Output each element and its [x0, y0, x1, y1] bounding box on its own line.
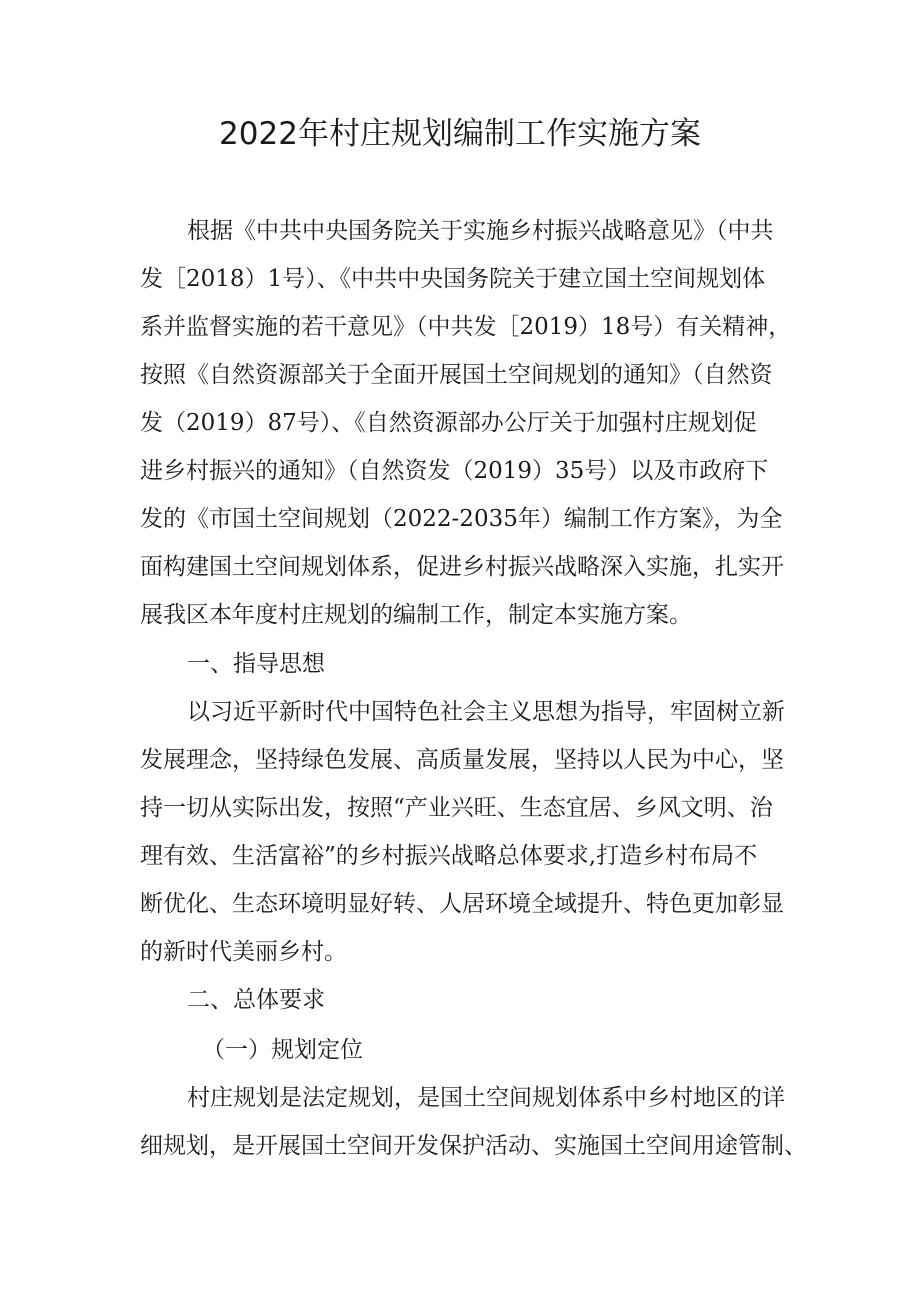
- paragraph-line: 展我区本年度村庄规划的编制工作，制定本实施方案。: [140, 602, 692, 628]
- paragraph-line: 以习近平新时代中国特色社会主义思想为指导，牢固树立新: [187, 699, 785, 725]
- paragraph-line: 按照《自然资源部关于全面开展国土空间规划的通知》（自然资: [140, 362, 773, 388]
- paragraph-line: 村庄规划是法定规划，是国土空间规划体系中乡村地区的详: [187, 1085, 785, 1111]
- paragraph-line: 细规划，是开展国土空间开发保护活动、实施国土空间用途管制、: [140, 1133, 807, 1159]
- paragraph-line: 进乡村振兴的通知》（自然资发（2019）35号）以及市政府下: [140, 458, 769, 484]
- paragraph-line: 发［2018）1号）、《中共中央国务院关于建立国土空间规划体: [140, 266, 766, 292]
- document-title: 2022年村庄规划编制工作实施方案: [219, 116, 701, 152]
- paragraph-line: 理有效、生活富裕”的乡村振兴战略总体要求,打造乡村布局不: [140, 843, 758, 869]
- paragraph-line: 的新时代美丽乡村。: [140, 939, 347, 965]
- paragraph-line: 系并监督实施的若干意见》（中共发［2019）18号）有关精神，: [140, 314, 792, 340]
- section-heading: 一、指导思想: [187, 651, 325, 677]
- paragraph-line: 持一切从实际出发，按照“产业兴旺、生态宜居、乡风文明、治: [140, 795, 773, 821]
- paragraph-line: 发（2019）87号）、《自然资源部办公厅关于加强村庄规划促: [140, 410, 757, 436]
- paragraph-line: 发展理念，坚持绿色发展、高质量发展，坚持以人民为中心，坚: [140, 747, 784, 773]
- paragraph-line: 发的《市国土空间规划（2022-2035年）编制工作方案》，为全: [140, 506, 783, 532]
- section-heading: 二、总体要求: [187, 987, 325, 1013]
- subsection-heading: （一）规划定位: [202, 1037, 363, 1063]
- paragraph-line: 断优化、生态环境明显好转、人居环境全域提升、特色更加彰显: [140, 891, 784, 917]
- paragraph-line: 根据《中共中央国务院关于实施乡村振兴战略意见》（中共: [187, 218, 774, 244]
- paragraph-line: 面构建国土空间规划体系，促进乡村振兴战略深入实施，扎实开: [140, 554, 784, 580]
